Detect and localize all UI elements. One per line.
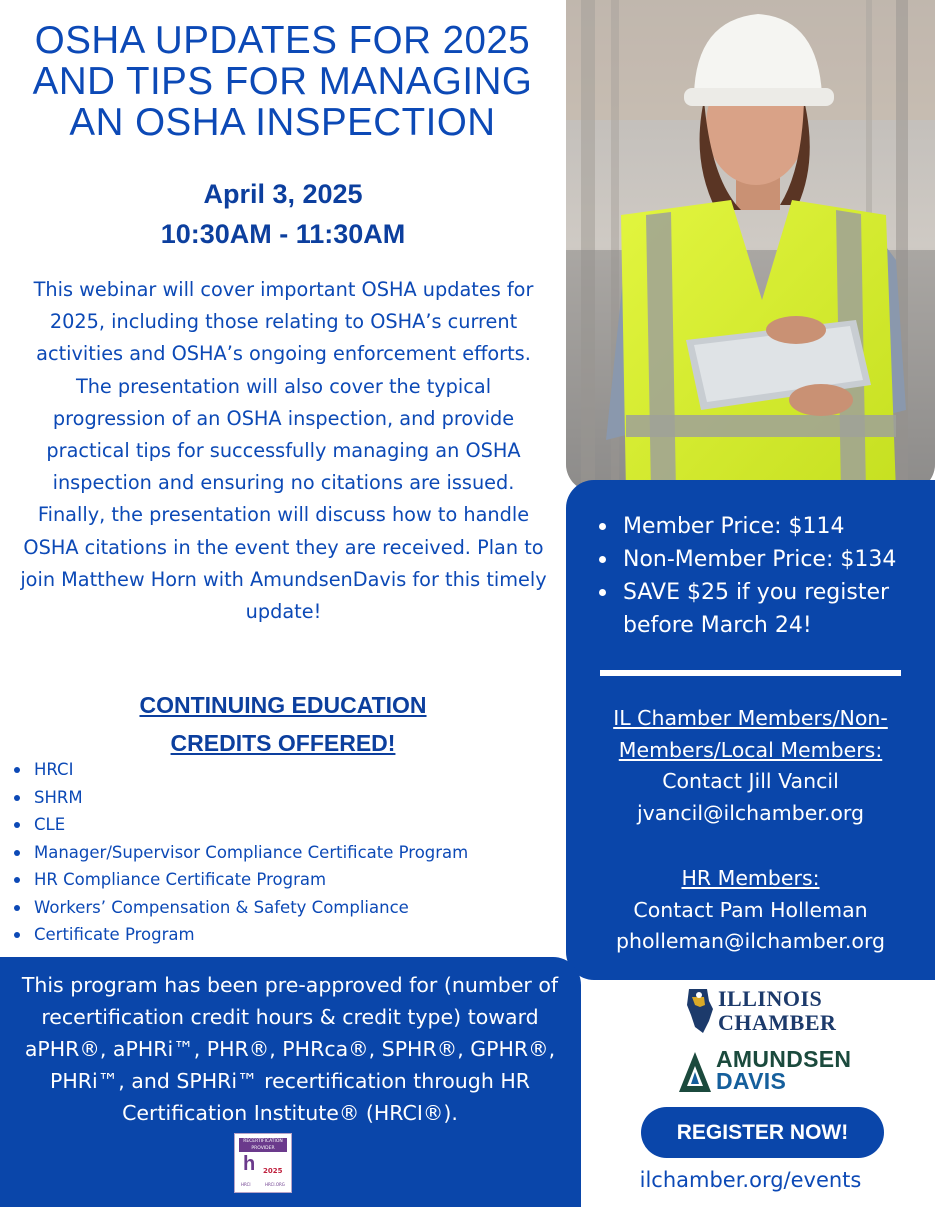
non-member-price: Non-Member Price: $134	[596, 543, 926, 576]
hr-contact-heading: HR Members:	[681, 866, 820, 890]
event-description: This webinar will cover important OSHA updates for 2025, including those relating to OSHA’s current activities and OSHA’s ongoing enforcement efforts. The presentation will also cover the typical progression of an OSHA inspection, and provide practical tips for successfully managing an OSHA inspection and ensuring no citations are issued. Finally, the presentation will discuss how to handle OSHA citations in the event they are received. Plan to join Matthew Horn with AmundsenDavis for this timely update!	[20, 278, 547, 624]
illinois-chamber-emblem-icon	[683, 987, 715, 1035]
pricing-contact-panel	[566, 480, 935, 980]
illinois-chamber-logo	[683, 985, 853, 1035]
page-title	[10, 20, 555, 143]
list-item: HR Compliance Certificate Program	[14, 866, 574, 894]
hr-contact-name: Contact Pam Holleman	[633, 897, 868, 922]
member-price: Member Price: $114	[596, 510, 926, 543]
chamber-contact-heading: Members/Local Members:	[618, 737, 883, 762]
badge-year: 2025	[263, 1167, 283, 1175]
title-line: AND TIPS FOR MANAGING	[32, 60, 533, 103]
badge-url: HRCI.ORG	[265, 1182, 285, 1187]
logo-line: ILLINOIS	[718, 986, 823, 1011]
early-bird-savings: SAVE $25 if you register before March 24!	[596, 576, 926, 642]
event-date: April 3, 2025	[203, 179, 363, 209]
hr-contact	[566, 863, 935, 958]
badge-org: HRCI	[241, 1182, 251, 1187]
logo-line: DAVIS	[716, 1068, 787, 1094]
pricing-list	[596, 510, 926, 642]
amundsen-davis-wordmark	[716, 1048, 851, 1092]
ce-heading-line: CREDITS OFFERED!	[170, 730, 396, 756]
hr-contact-email[interactable]: pholleman@ilchamber.org	[615, 929, 886, 953]
events-link[interactable]: ilchamber.org/events	[639, 1168, 862, 1192]
ce-heading	[0, 686, 566, 762]
construction-worker-photo	[566, 0, 935, 492]
chamber-contact	[566, 703, 935, 829]
list-item: HRCI	[14, 756, 574, 784]
chamber-contact-heading: IL Chamber Members/Non-	[613, 706, 888, 730]
chamber-contact-name: Contact Jill Vancil	[662, 769, 839, 793]
title-line: OSHA UPDATES FOR 2025	[34, 19, 531, 62]
ce-heading-line: CONTINUING EDUCATION	[139, 692, 427, 718]
list-item: Manager/Supervisor Compliance Certificate Program	[14, 839, 574, 867]
chamber-contact-email[interactable]: jvancil@ilchamber.org	[636, 800, 865, 825]
list-item: SHRM	[14, 784, 574, 812]
logo-line: AMUNDSEN	[716, 1046, 852, 1072]
list-item: CLE	[14, 811, 574, 839]
badge-top-label: RECERTIFICATION PROVIDER	[239, 1138, 287, 1152]
ce-credits-list	[14, 756, 574, 949]
badge-letter: h	[243, 1153, 256, 1175]
hrci-approval-text: This program has been pre-approved for (number of recertification credit hours & credit type) toward aPHR®, aPHRi™, PHR®, PHRca®, SPHR®, GPHR®, PHRi™, and SPHRi™ recertification through HR Certification Institute® (HRCI®).	[21, 973, 559, 1125]
divider	[600, 670, 901, 676]
hrci-approval-panel	[0, 957, 581, 1207]
illinois-chamber-wordmark	[718, 987, 836, 1035]
amundsen-davis-logo	[678, 1048, 858, 1098]
event-datetime	[0, 174, 566, 254]
title-line: AN OSHA INSPECTION	[69, 101, 496, 144]
hrci-provider-badge	[234, 1133, 292, 1193]
list-item: Workers’ Compensation & Safety Compliance	[14, 894, 574, 922]
event-time: 10:30AM - 11:30AM	[160, 219, 406, 249]
amundsen-davis-triangle-icon	[678, 1050, 712, 1094]
logo-line: CHAMBER	[718, 1010, 837, 1035]
register-now-button[interactable]: REGISTER NOW!	[641, 1107, 884, 1158]
photo-illustration	[566, 0, 935, 492]
list-item-continuation: Certificate Program	[14, 921, 574, 949]
